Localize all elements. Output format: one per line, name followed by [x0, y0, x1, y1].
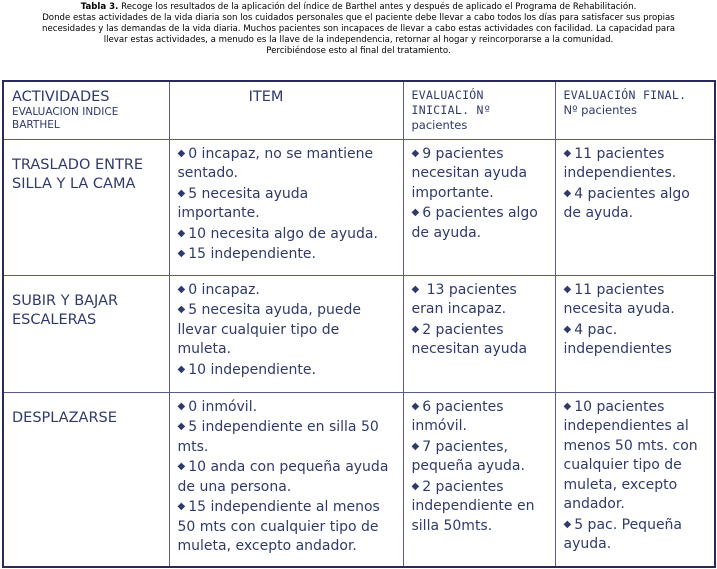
- diamond-bullet-icon: ◆: [177, 283, 186, 295]
- header-final: [555, 81, 715, 139]
- list-item-text: 10 anda con pequeña ayuda de una persona.: [177, 459, 389, 495]
- header-actividades-subtitle: EVALUACION INDICE BARTHEL: [12, 106, 119, 131]
- list-item: [412, 144, 547, 204]
- activity-label: TRASLADO ENTRE SILLA Y LA CAMA: [12, 156, 144, 192]
- final-cell: [555, 275, 715, 392]
- list-item: [178, 397, 395, 418]
- list-item: [564, 144, 707, 184]
- header-actividades-title: ACTIVIDADES: [12, 89, 110, 105]
- diamond-bullet-icon: ◆: [411, 323, 420, 335]
- final-cell: [555, 139, 715, 275]
- list-item-text: 6 pacientes inmóvil.: [411, 398, 504, 434]
- header-inicial-title: EVALUACIÓN INICIAL. Nº: [411, 88, 491, 117]
- table-caption: [0, 2, 717, 57]
- list-item-text: 5 independiente en silla 50 mts.: [177, 419, 379, 455]
- diamond-bullet-icon: ◆: [411, 480, 420, 492]
- diamond-bullet-icon: ◆: [411, 440, 420, 452]
- header-actividades: [3, 81, 169, 139]
- list-item: [178, 497, 395, 557]
- list-item-text: 2 pacientes necesitan ayuda: [411, 321, 528, 357]
- caption-text-1: Recoge los resultados de la aplicación del índice de Barthel antes y después de aplicado el Programa de Rehabilitación.: [118, 2, 637, 12]
- diamond-bullet-icon: ◆: [177, 304, 186, 315]
- inicial-cell: [403, 392, 555, 567]
- list-item-text: 10 independiente.: [188, 361, 316, 378]
- list-item: [178, 184, 395, 224]
- diamond-bullet-icon: ◆: [411, 283, 420, 295]
- list-item: [412, 477, 547, 537]
- diamond-bullet-icon: ◆: [563, 400, 572, 412]
- list-item: [412, 320, 547, 360]
- list-item: [564, 397, 707, 515]
- activity-cell: [3, 139, 169, 275]
- list-item-text: 4 pac. independientes: [563, 321, 672, 357]
- list-item: [412, 203, 547, 243]
- list-item-text: 4 pacientes algo de ayuda.: [563, 185, 690, 221]
- diamond-bullet-icon: ◆: [177, 501, 186, 512]
- diamond-bullet-icon: ◆: [563, 147, 572, 159]
- diamond-bullet-icon: ◆: [177, 400, 186, 412]
- list-item: [178, 417, 395, 457]
- inicial-cell: [403, 139, 555, 275]
- list-item-text: 7 pacientes, pequeña ayuda.: [411, 438, 525, 474]
- diamond-bullet-icon: ◆: [177, 187, 186, 199]
- list-item-text: 5 necesita ayuda, puede llevar cualquier tipo de muleta.: [177, 302, 362, 357]
- item-cell: [169, 139, 403, 275]
- header-inicial-subtitle: pacientes: [411, 118, 468, 132]
- list-item-text: 9 pacientes necesitan ayuda importante.: [411, 145, 528, 201]
- final-cell: [555, 392, 715, 567]
- diamond-bullet-icon: ◆: [563, 323, 572, 335]
- activity-cell: [3, 392, 169, 567]
- table-row: [3, 392, 715, 567]
- caption-line-4: llevar estas actividades, a menudo es la llave de la independencia, retornar al hogar y reincorporarse a la comunidad.: [103, 35, 614, 45]
- list-item-text: 2 pacientes independiente en silla 50mts.: [411, 478, 535, 534]
- diamond-bullet-icon: ◆: [177, 248, 186, 259]
- list-item: [564, 320, 707, 360]
- list-item: [564, 515, 707, 555]
- caption-line-2: Donde estas actividades de la vida diaria son los cuidados personales que el paciente debe llevar a cabo todos los días para satisfacer sus propias: [42, 13, 675, 23]
- header-item-title: ITEM: [248, 89, 284, 105]
- diamond-bullet-icon: ◆: [411, 147, 420, 159]
- list-item-text: 10 pacientes independientes al menos 50 mts. con cualquier tipo de muleta, excepto andador.: [563, 398, 698, 512]
- list-item-text: 0 incapaz.: [188, 281, 260, 298]
- table-row: [3, 139, 715, 275]
- activity-label: SUBIR Y BAJAR ESCALERAS: [12, 292, 119, 328]
- list-item-text: 0 incapaz, no se mantiene sentado.: [177, 145, 374, 181]
- caption-line-3: necesidades y las demandas de la vida diaria. Muchos pacientes son incapaces de llevar a cabo estas actividades con facilidad. La capacidad para: [42, 24, 675, 34]
- list-item: [178, 280, 395, 301]
- diamond-bullet-icon: ◆: [177, 147, 186, 159]
- list-item: [178, 360, 395, 381]
- item-cell: [169, 392, 403, 567]
- list-item-text: 6 pacientes algo de ayuda.: [411, 205, 538, 241]
- diamond-bullet-icon: ◆: [177, 227, 186, 239]
- list-item: [412, 437, 547, 477]
- list-item: [178, 300, 395, 360]
- list-item-text: 15 independiente al menos 50 mts con cualquier tipo de muleta, excepto andador.: [177, 499, 380, 554]
- list-item-text: 0 inmóvil.: [188, 398, 258, 415]
- list-item: [178, 224, 395, 245]
- diamond-bullet-icon: ◆: [177, 363, 186, 375]
- list-item: [412, 397, 547, 437]
- list-item: [178, 144, 395, 184]
- list-item: [178, 244, 395, 265]
- item-cell: [169, 275, 403, 392]
- list-item: [178, 457, 395, 497]
- diamond-bullet-icon: ◆: [411, 207, 420, 218]
- list-item-text: 15 independiente.: [188, 246, 316, 262]
- diamond-bullet-icon: ◆: [411, 400, 420, 412]
- list-item-text: 5 pac. Pequeña ayuda.: [563, 516, 683, 552]
- header-inicial: [403, 81, 555, 139]
- barthel-table: [2, 80, 716, 568]
- list-item: [564, 184, 707, 224]
- diamond-bullet-icon: ◆: [177, 461, 186, 472]
- inicial-cell: [403, 275, 555, 392]
- diamond-bullet-icon: ◆: [563, 187, 572, 199]
- list-item-text: 10 necesita algo de ayuda.: [188, 225, 378, 242]
- list-item-text: 5 necesita ayuda importante.: [177, 185, 309, 221]
- list-item-text: 11 pacientes necesita ayuda.: [563, 281, 675, 317]
- caption-line-5: Percibiéndose esto al final del tratamiento.: [266, 46, 451, 56]
- header-final-title: EVALUACIÓN FINAL.: [563, 88, 687, 102]
- list-item-text: 13 pacientes eran incapaz.: [411, 281, 517, 317]
- header-row: [3, 81, 715, 139]
- list-item: [412, 280, 547, 320]
- list-item: [564, 280, 707, 320]
- caption-label: Tabla 3.: [80, 2, 119, 12]
- diamond-bullet-icon: ◆: [563, 283, 572, 295]
- list-item-text: 11 pacientes independientes.: [563, 145, 677, 181]
- caption-line-1: [0, 2, 717, 13]
- activity-cell: [3, 275, 169, 392]
- header-final-subtitle: Nº pacientes: [563, 103, 637, 117]
- table-row: [3, 275, 715, 392]
- diamond-bullet-icon: ◆: [177, 421, 186, 432]
- activity-label: DESPLAZARSE: [12, 409, 117, 426]
- header-item: [169, 81, 403, 139]
- diamond-bullet-icon: ◆: [563, 518, 572, 530]
